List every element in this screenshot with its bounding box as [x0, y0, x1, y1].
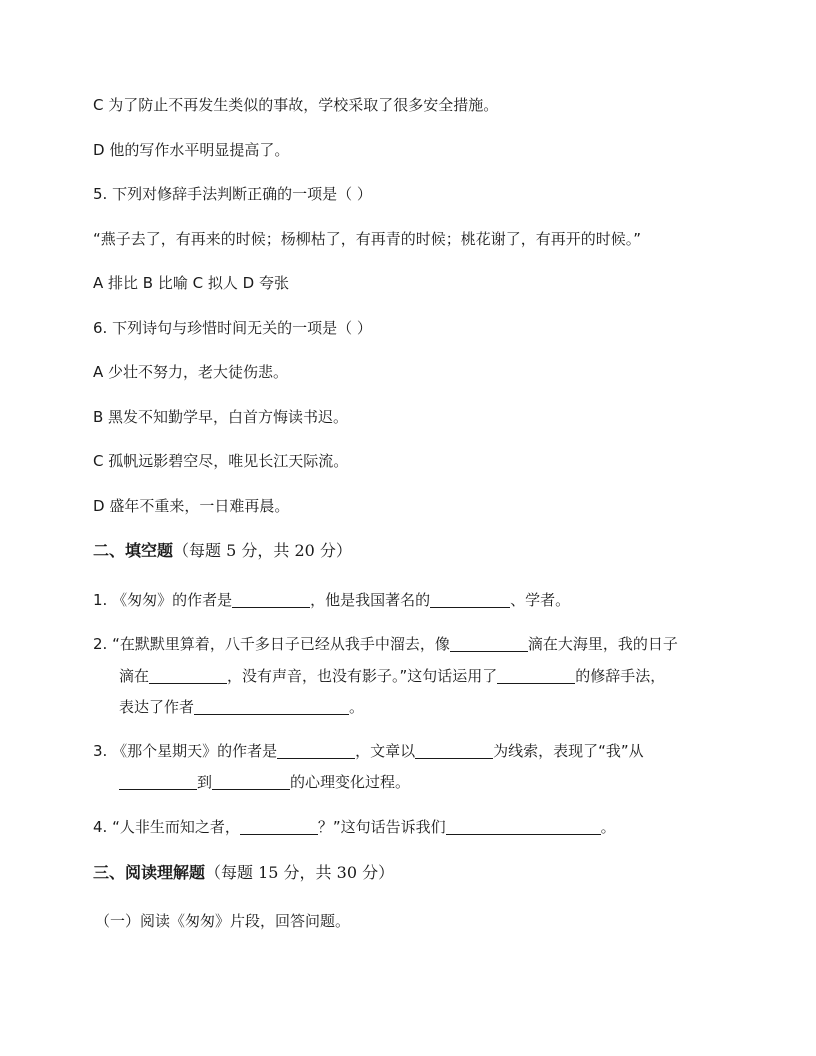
section-3-heading	[93, 862, 394, 884]
answer-blank[interactable]	[497, 667, 575, 684]
reading-passage-1-intro: （一）阅读《匆匆》片段，回答问题。	[95, 912, 351, 930]
fill-3-text-e: 的心理变化过程。	[290, 773, 411, 791]
answer-blank[interactable]	[232, 591, 310, 608]
question-6-option-a: A 少壮不努力，老大徒伤悲。	[93, 363, 289, 381]
fill-2-text-f: 表达了作者	[119, 698, 195, 716]
fill-question-1	[93, 589, 570, 611]
question-5-quote: “燕子去了，有再来的时候；杨柳枯了，有再青的时候；桃花谢了，有再开的时候。”	[93, 230, 642, 248]
fill-4-text-a: 4. “人非生而知之者，	[93, 818, 240, 836]
fill-1-text-b: ，他是我国著名的	[310, 591, 431, 609]
fill-2-text-a: 2. “在默默里算着，八千多日子已经从我手中溜去，像	[93, 635, 450, 653]
fill-question-4	[93, 816, 616, 838]
answer-blank[interactable]	[415, 742, 493, 759]
fill-2-text-c: 滴在	[119, 667, 150, 685]
fill-question-2-line-1	[93, 633, 678, 655]
answer-blank[interactable]	[194, 698, 349, 715]
answer-blank[interactable]	[119, 773, 197, 790]
fill-2-text-b: 滴在大海里，我的日子	[527, 635, 678, 653]
answer-blank[interactable]	[212, 773, 290, 790]
fill-1-text-a: 1. 《匆匆》的作者是	[93, 591, 233, 609]
fill-2-text-e: 的修辞手法，	[575, 667, 666, 685]
fill-3-text-b: ，文章以	[355, 742, 416, 760]
fill-3-text-a: 3. 《那个星期天》的作者是	[93, 742, 278, 760]
fill-2-text-d: ，没有声音，也没有影子。”这句话运用了	[227, 667, 498, 685]
fill-question-2-line-3	[119, 696, 364, 718]
fill-4-text-b: ？”这句话告诉我们	[317, 818, 446, 836]
question-6-stem: 6. 下列诗句与珍惜时间无关的一项是（ ）	[93, 319, 372, 337]
fill-4-text-c: 。	[600, 818, 616, 836]
fill-1-text-c: 、学者。	[510, 591, 571, 609]
fill-3-text-c: 为线索，表现了“我”从	[493, 742, 644, 760]
section-2-heading	[93, 540, 352, 562]
answer-blank[interactable]	[240, 818, 318, 835]
question-6-option-d: D 盛年不重来，一日难再晨。	[93, 497, 290, 515]
answer-blank[interactable]	[430, 591, 510, 608]
option-d: D 他的写作水平明显提高了。	[93, 141, 290, 159]
section-2-note: （每题 5 分，共 20 分）	[173, 541, 352, 560]
fill-question-3-line-1	[93, 740, 644, 762]
answer-blank[interactable]	[149, 667, 227, 684]
fill-3-text-d: 到	[197, 773, 213, 791]
section-2-title: 二、填空题	[93, 541, 174, 560]
answer-blank[interactable]	[277, 742, 355, 759]
question-5-options: A 排比 B 比喻 C 拟人 D 夸张	[93, 274, 289, 292]
fill-question-3-line-2	[119, 771, 410, 793]
question-6-option-b: B 黑发不知勤学早，白首方悔读书迟。	[93, 408, 349, 426]
option-c: C 为了防止不再发生类似的事故，学校采取了很多安全措施。	[93, 96, 499, 114]
question-5-stem: 5. 下列对修辞手法判断正确的一项是（ ）	[93, 185, 372, 203]
fill-2-text-g: 。	[349, 698, 365, 716]
fill-question-2-line-2	[119, 665, 665, 687]
section-3-title: 三、阅读理解题	[93, 863, 206, 882]
section-3-note: （每题 15 分，共 30 分）	[205, 863, 395, 882]
question-6-option-c: C 孤帆远影碧空尽，唯见长江天际流。	[93, 452, 349, 470]
answer-blank[interactable]	[446, 818, 601, 835]
answer-blank[interactable]	[450, 635, 528, 652]
